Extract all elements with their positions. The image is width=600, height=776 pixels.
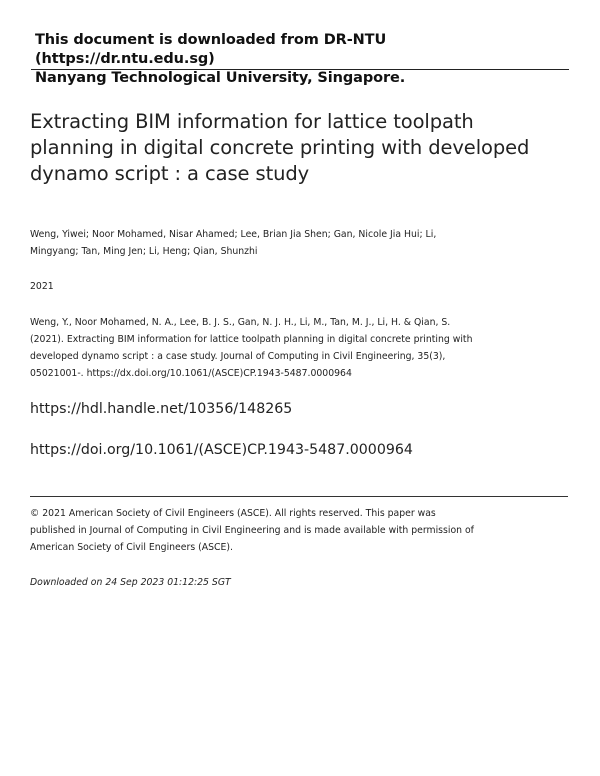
repository-header (35, 31, 569, 88)
author-list: Weng, Yiwei; Noor Mohamed, Nisar Ahamed; Lee, Brian Jia Shen; Gan, Nicole Jia Hui; Li, Mingyang; Tan, Ming Jen; Li, Heng; Qian, Shunzhi (30, 229, 437, 257)
header-line-institution: Nanyang Technological University, Singapore. (35, 70, 406, 86)
header-divider (31, 69, 569, 70)
download-timestamp: Downloaded on 24 Sep 2023 01:12:25 SGT (30, 577, 231, 588)
citation-text: Weng, Y., Noor Mohamed, N. A., Lee, B. J. S., Gan, N. J. H., Li, M., Tan, M. J., Li, H. & Qian, S. (2021). Extracting BIM information for lattice toolpath planning in digital concrete printing with developed dynamo script : a case study. Journal of Computing in Civil Engineering, 35(3), 05021001-. https://dx.doi.org/10.1061/(ASCE)CP.1943-5487.0000964 (30, 317, 473, 379)
section-divider (30, 496, 568, 497)
header-line-download-source: This document is downloaded from DR-NTU (https://dr.ntu.edu.sg) (35, 32, 387, 67)
doi-link[interactable]: https://doi.org/10.1061/(ASCE)CP.1943-5487.0000964 (30, 442, 413, 458)
handle-link[interactable]: https://hdl.handle.net/10356/148265 (30, 401, 293, 417)
publication-year: 2021 (30, 281, 54, 292)
paper-title: Extracting BIM information for lattice toolpath planning in digital concrete printing with developed dynamo script : a case study (30, 110, 530, 185)
copyright-notice: © 2021 American Society of Civil Engineers (ASCE). All rights reserved. This paper was published in Journal of Computing in Civil Engineering and is made available with permission of American Society of Civil Engineers (ASCE). (30, 508, 474, 553)
